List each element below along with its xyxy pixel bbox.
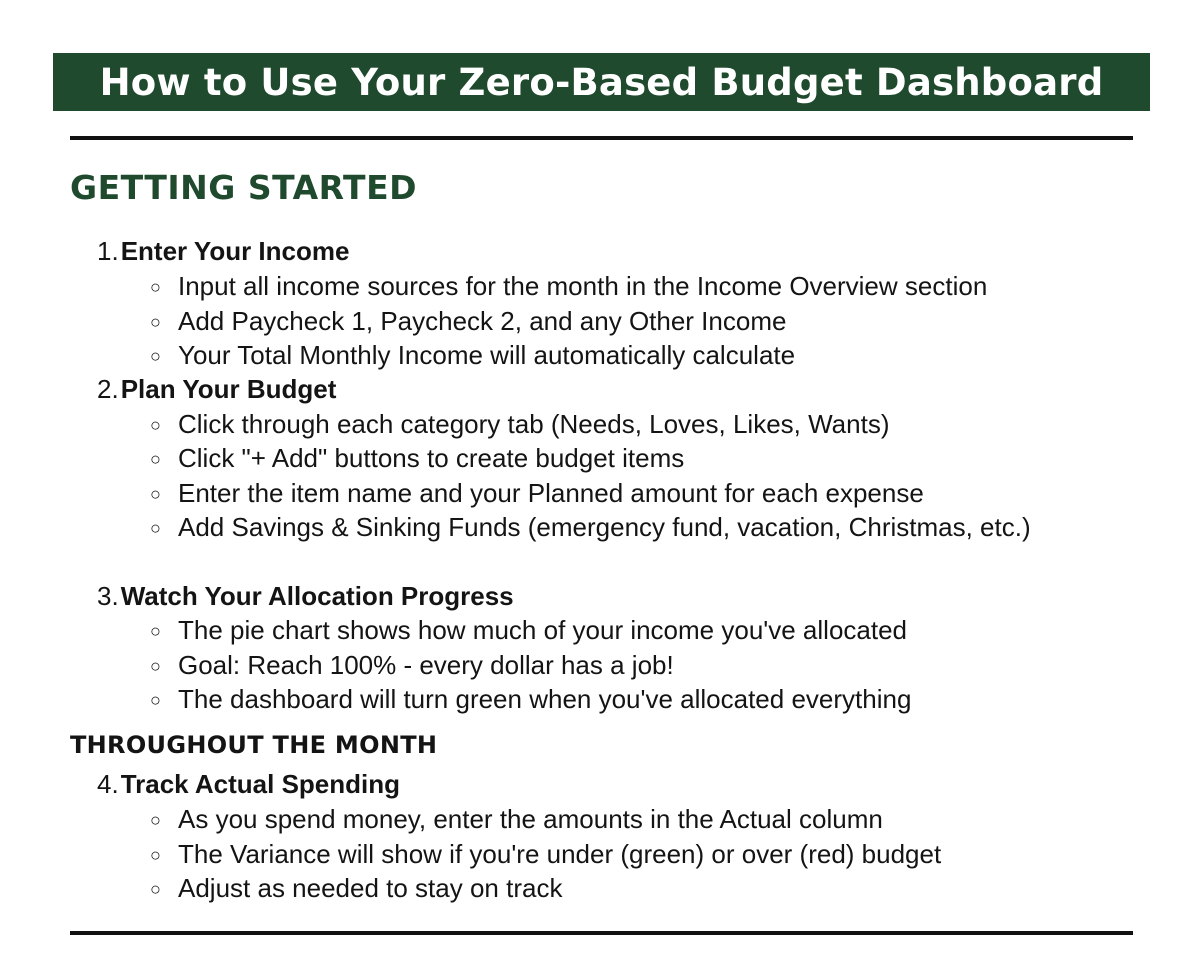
list-item-text: The Variance will show if you're under (green) or over (red) budget [178,839,942,869]
section-title-getting-started: GETTING STARTED [70,168,418,207]
hollow-bullet-icon: ○ [150,810,161,830]
hollow-bullet-icon: ○ [150,346,161,366]
hollow-bullet-icon: ○ [150,484,161,504]
step-1 [97,234,349,268]
step-3 [97,579,514,613]
list-item-text: The dashboard will turn green when you've allocated everything [178,684,912,714]
list-item-text: Click through each category tab (Needs, Loves, Likes, Wants) [178,409,890,439]
list-item [150,613,907,648]
list-item [150,338,795,373]
step-3-title: Watch Your Allocation Progress [120,581,514,611]
list-item-text: Goal: Reach 100% - every dollar has a job! [178,650,674,680]
hollow-bullet-icon: ○ [150,449,161,469]
hollow-bullet-icon: ○ [150,277,161,297]
list-item [150,510,1078,545]
list-item-text: As you spend money, enter the amounts in the Actual column [178,804,883,834]
list-item [150,269,987,304]
hollow-bullet-icon: ○ [150,690,161,710]
list-item-text: Adjust as needed to stay on track [178,873,563,903]
hollow-bullet-icon: ○ [150,415,161,435]
list-item [150,802,883,837]
hollow-bullet-icon: ○ [150,312,161,332]
hollow-bullet-icon: ○ [150,656,161,676]
list-item [150,476,924,511]
step-2-title: Plan Your Budget [120,374,337,404]
list-item-text: Add Savings & Sinking Funds (emergency fund, vacation, Christmas, etc.) [178,512,1031,542]
step-2 [97,372,336,406]
bottom-divider [70,931,1133,935]
hollow-bullet-icon: ○ [150,845,161,865]
list-item-text: Your Total Monthly Income will automatically calculate [178,340,796,370]
section-title-throughout-month: THROUGHOUT THE MONTH [70,731,438,759]
list-item [150,648,674,683]
step-1-number: 1. [97,236,119,266]
hollow-bullet-icon: ○ [150,621,161,641]
list-item [150,682,911,717]
top-divider [70,136,1133,140]
step-2-number: 2. [97,374,119,404]
list-item [150,441,684,476]
step-4 [97,767,400,801]
list-item-text: Input all income sources for the month in the Income Overview section [178,271,988,301]
hollow-bullet-icon: ○ [150,518,161,538]
list-item-text: Click "+ Add" buttons to create budget items [178,443,685,473]
list-item-text: The pie chart shows how much of your income you've allocated [178,615,908,645]
list-item [150,837,941,872]
list-item [150,871,562,906]
step-1-title: Enter Your Income [120,236,350,266]
step-4-number: 4. [97,769,119,799]
list-item-text: Enter the item name and your Planned amount for each expense [178,478,924,508]
title-banner [53,53,1150,111]
page-title: How to Use Your Zero-Based Budget Dashboard [99,60,1104,104]
hollow-bullet-icon: ○ [150,879,161,899]
step-3-number: 3. [97,581,119,611]
step-4-title: Track Actual Spending [120,769,401,799]
list-item-text: Add Paycheck 1, Paycheck 2, and any Other Income [178,306,787,336]
list-item [150,407,889,442]
list-item [150,304,786,339]
